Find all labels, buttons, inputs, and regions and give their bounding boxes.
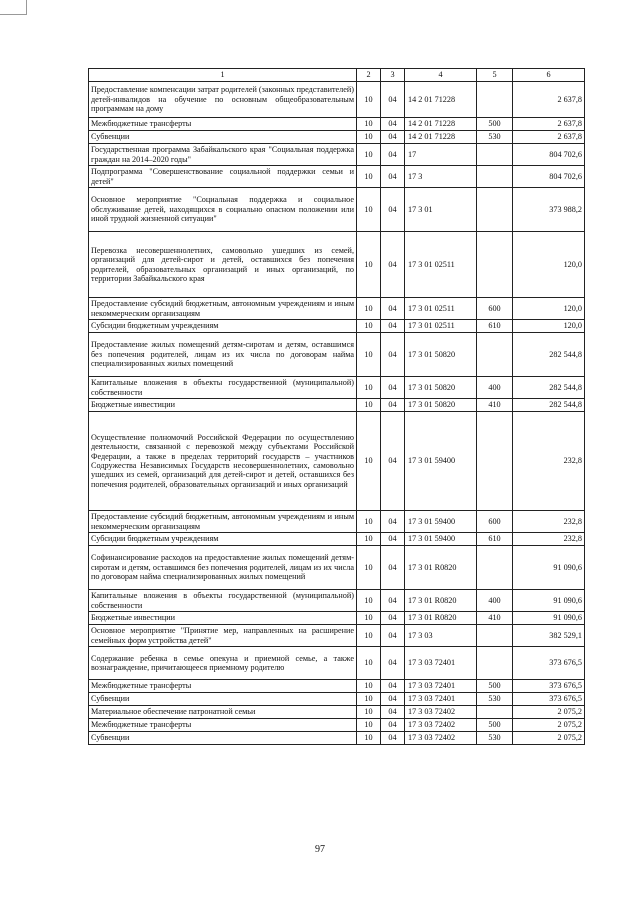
row-expense-type: 530 [477,693,513,706]
row-expense-type: 610 [477,533,513,546]
row-name: Материальное обеспечение патронатной семьи [89,706,357,719]
row-name: Бюджетные инвестиции [89,399,357,412]
row-target-code: 17 3 03 72401 [405,680,477,693]
row-amount: 120,0 [513,320,585,333]
row-subsection: 04 [381,625,405,647]
row-expense-type: 500 [477,118,513,131]
row-expense-type: 500 [477,719,513,732]
table-row [89,680,585,693]
row-section: 10 [357,719,381,732]
row-amount: 2 637,8 [513,131,585,144]
row-name: Предоставление субсидий бюджетным, автономным учреждениям и иным некоммерческим организациям [89,298,357,320]
header-col-2: 2 [357,69,381,82]
row-subsection: 04 [381,298,405,320]
row-subsection: 04 [381,320,405,333]
table-row [89,232,585,298]
row-amount: 282 544,8 [513,333,585,377]
row-name: Капитальные вложения в объекты государственной (муниципальной) собственности [89,377,357,399]
row-section: 10 [357,647,381,680]
budget-table [88,68,585,745]
table-row [89,399,585,412]
row-amount: 804 702,6 [513,144,585,166]
header-col-3: 3 [381,69,405,82]
row-expense-type [477,625,513,647]
table-row [89,320,585,333]
row-target-code: 17 3 01 50820 [405,377,477,399]
header-col-1: 1 [89,69,357,82]
row-amount: 232,8 [513,511,585,533]
row-target-code: 17 3 03 72401 [405,647,477,680]
row-name: Перевозка несовершеннолетних, самовольно ушедших из семей, организаций для детей-сирот и детей, оставшихся без попечения родителей, образовательных организаций и иных организаций, по территории Забайкальского края [89,232,357,298]
table-row [89,511,585,533]
row-section: 10 [357,377,381,399]
row-expense-type [477,546,513,590]
row-expense-type: 530 [477,131,513,144]
row-expense-type [477,188,513,232]
row-expense-type: 400 [477,590,513,612]
row-amount: 282 544,8 [513,399,585,412]
row-expense-type [477,144,513,166]
row-section: 10 [357,333,381,377]
table-row [89,82,585,118]
row-subsection: 04 [381,377,405,399]
row-target-code: 17 3 01 02511 [405,298,477,320]
row-amount: 373 988,2 [513,188,585,232]
row-target-code: 17 3 01 02511 [405,320,477,333]
row-amount: 2 075,2 [513,732,585,745]
row-amount: 2 637,8 [513,82,585,118]
row-target-code: 14 2 01 71228 [405,131,477,144]
row-name: Содержание ребенка в семье опекуна и приемной семье, а также вознаграждение, причитающееся приемному родителю [89,647,357,680]
row-name: Осуществление полномочий Российской Федерации по осуществлению деятельности, связанной с перевозкой между субъектами Российской Федерации, а также в пределах территорий государств – участников Содружества Независимых Государств несовершеннолетних, самовольно ушедших из семей, организаций для детей-сирот и детей, оставшихся без попечения родителей, образовательных организаций и иных организаций [89,412,357,511]
table-row [89,719,585,732]
row-subsection: 04 [381,144,405,166]
row-target-code: 17 3 [405,166,477,188]
row-target-code: 17 [405,144,477,166]
row-target-code: 14 2 01 71228 [405,82,477,118]
row-amount: 91 090,6 [513,612,585,625]
row-target-code: 17 3 01 R0820 [405,612,477,625]
row-name: Предоставление компенсации затрат родителей (законных представителей) детей-инвалидов на обучение по основным общеобразовательным программам на дому [89,82,357,118]
row-subsection: 04 [381,647,405,680]
table-row [89,612,585,625]
table-row [89,131,585,144]
row-amount: 373 676,5 [513,680,585,693]
row-amount: 382 529,1 [513,625,585,647]
row-section: 10 [357,320,381,333]
row-section: 10 [357,144,381,166]
row-expense-type [477,82,513,118]
row-subsection: 04 [381,546,405,590]
scan-corner-mark [0,0,27,15]
row-section: 10 [357,118,381,131]
row-expense-type [477,647,513,680]
row-subsection: 04 [381,612,405,625]
row-name: Предоставление субсидий бюджетным, автономным учреждениям и иным некоммерческим организациям [89,511,357,533]
row-target-code: 17 3 01 59400 [405,533,477,546]
row-subsection: 04 [381,590,405,612]
row-expense-type [477,412,513,511]
row-amount: 120,0 [513,232,585,298]
row-target-code: 17 3 01 50820 [405,333,477,377]
row-section: 10 [357,625,381,647]
page-number: 97 [315,844,325,855]
table-row [89,166,585,188]
row-name: Предоставление жилых помещений детям-сиротам и детям, оставшимся без попечения родителей, лицам из их числа по договорам найма специализированных жилых помещений [89,333,357,377]
row-amount: 282 544,8 [513,377,585,399]
row-expense-type: 500 [477,680,513,693]
row-section: 10 [357,706,381,719]
row-name: Субсидии бюджетным учреждениям [89,533,357,546]
row-subsection: 04 [381,166,405,188]
header-col-6: 6 [513,69,585,82]
row-amount: 232,8 [513,412,585,511]
row-target-code: 17 3 01 R0820 [405,590,477,612]
row-subsection: 04 [381,232,405,298]
row-subsection: 04 [381,511,405,533]
row-subsection: 04 [381,131,405,144]
table-row [89,118,585,131]
row-name: Подпрограмма "Совершенствование социальной поддержки семьи и детей" [89,166,357,188]
row-name: Основное мероприятие "Социальная поддержка и социальное обслуживание детей, находящихся в социально опасном положении или иной трудной жизненной ситуации" [89,188,357,232]
row-subsection: 04 [381,693,405,706]
row-expense-type: 600 [477,511,513,533]
row-expense-type: 410 [477,612,513,625]
row-target-code: 17 3 03 72402 [405,732,477,745]
row-name: Бюджетные инвестиции [89,612,357,625]
row-target-code: 17 3 01 59400 [405,511,477,533]
row-section: 10 [357,680,381,693]
row-expense-type [477,166,513,188]
table-row [89,706,585,719]
row-expense-type: 610 [477,320,513,333]
row-name: Софинансирование расходов на предоставление жилых помещений детям-сиротам и детям, оставшимся без попечения родителей, лицам из их числа по договорам найма специализированных жилых помещений [89,546,357,590]
budget-table-body [89,69,585,745]
row-amount: 232,8 [513,533,585,546]
table-row [89,625,585,647]
row-target-code: 17 3 01 [405,188,477,232]
row-target-code: 14 2 01 71228 [405,118,477,131]
row-expense-type: 530 [477,732,513,745]
row-name: Межбюджетные трансферты [89,680,357,693]
row-target-code: 17 3 03 72401 [405,693,477,706]
row-subsection: 04 [381,333,405,377]
row-amount: 2 075,2 [513,719,585,732]
row-section: 10 [357,399,381,412]
row-name: Капитальные вложения в объекты государственной (муниципальной) собственности [89,590,357,612]
row-section: 10 [357,131,381,144]
row-name: Субсидии бюджетным учреждениям [89,320,357,333]
row-expense-type [477,706,513,719]
row-amount: 373 676,5 [513,647,585,680]
row-expense-type [477,333,513,377]
row-target-code: 17 3 01 02511 [405,232,477,298]
row-name: Субвенции [89,693,357,706]
row-subsection: 04 [381,188,405,232]
row-section: 10 [357,590,381,612]
row-target-code: 17 3 01 R0820 [405,546,477,590]
row-section: 10 [357,533,381,546]
table-row [89,546,585,590]
row-section: 10 [357,412,381,511]
table-header-row [89,69,585,82]
row-section: 10 [357,298,381,320]
row-amount: 120,0 [513,298,585,320]
row-section: 10 [357,693,381,706]
table-row [89,533,585,546]
table-row [89,693,585,706]
row-section: 10 [357,546,381,590]
table-row [89,298,585,320]
row-subsection: 04 [381,118,405,131]
row-target-code: 17 3 01 50820 [405,399,477,412]
row-target-code: 17 3 03 72402 [405,719,477,732]
row-section: 10 [357,82,381,118]
table-row [89,333,585,377]
row-subsection: 04 [381,82,405,118]
row-expense-type: 400 [477,377,513,399]
row-section: 10 [357,732,381,745]
row-subsection: 04 [381,412,405,511]
row-name: Субвенции [89,732,357,745]
row-amount: 373 676,5 [513,693,585,706]
row-name: Основное мероприятие "Принятие мер, направленных на расширение семейных форм устройства детей" [89,625,357,647]
row-section: 10 [357,612,381,625]
row-target-code: 17 3 03 [405,625,477,647]
row-name: Субвенции [89,131,357,144]
row-section: 10 [357,511,381,533]
row-amount: 91 090,6 [513,590,585,612]
row-section: 10 [357,166,381,188]
row-subsection: 04 [381,533,405,546]
row-subsection: 04 [381,399,405,412]
table-row [89,732,585,745]
table-row [89,647,585,680]
table-row [89,144,585,166]
row-target-code: 17 3 03 72402 [405,706,477,719]
row-expense-type: 410 [477,399,513,412]
row-name: Государственная программа Забайкальского края "Социальная поддержка граждан на 2014–2020 годы" [89,144,357,166]
row-subsection: 04 [381,719,405,732]
row-amount: 804 702,6 [513,166,585,188]
row-subsection: 04 [381,706,405,719]
row-expense-type [477,232,513,298]
row-name: Межбюджетные трансферты [89,719,357,732]
table-row [89,377,585,399]
row-target-code: 17 3 01 59400 [405,412,477,511]
row-subsection: 04 [381,680,405,693]
row-section: 10 [357,188,381,232]
row-amount: 2 637,8 [513,118,585,131]
table-row [89,590,585,612]
row-name: Межбюджетные трансферты [89,118,357,131]
table-row [89,412,585,511]
header-col-5: 5 [477,69,513,82]
row-section: 10 [357,232,381,298]
table-row [89,188,585,232]
row-amount: 2 075,2 [513,706,585,719]
row-expense-type: 600 [477,298,513,320]
row-amount: 91 090,6 [513,546,585,590]
row-subsection: 04 [381,732,405,745]
header-col-4: 4 [405,69,477,82]
